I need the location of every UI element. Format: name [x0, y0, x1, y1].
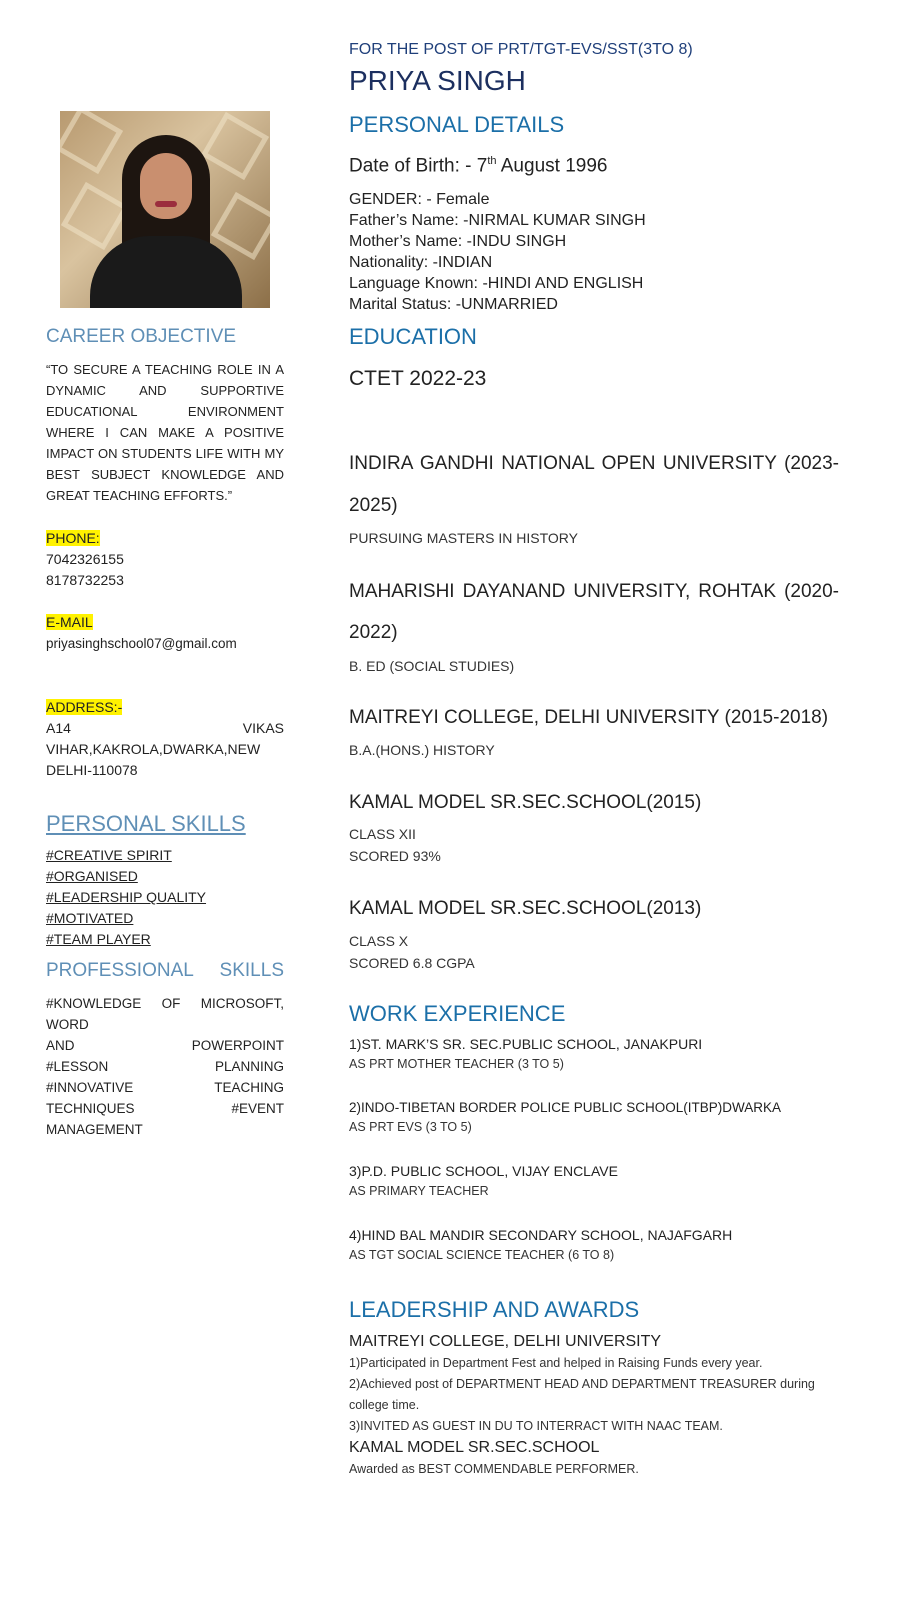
address-block: [46, 697, 284, 781]
candidate-name: PRIYA SINGH: [349, 65, 526, 96]
leadership-org: KAMAL MODEL SR.SEC.SCHOOL: [349, 1439, 600, 1456]
address-line: DELHI-110078: [46, 762, 138, 778]
career-objective-heading: CAREER OBJECTIVE: [46, 326, 237, 347]
detail-line: Father’s Name: -NIRMAL KUMAR SINGH: [349, 212, 646, 229]
work-entry: 2)INDO-TIBETAN BORDER POLICE PUBLIC SCHOOL(ITBP)DWARKA AS PRT EVS (3 TO 5): [349, 1100, 782, 1134]
address-line: A14 VIKAS: [46, 720, 284, 736]
education-entry-title: INDIRA GANDHI NATIONAL OPEN UNIVERSITY (2023-: [349, 453, 839, 474]
work-entry: 3)P.D. PUBLIC SCHOOL, VIJAY ENCLAVE AS PRIMARY TEACHER: [349, 1163, 618, 1198]
leadership-org: MAITREYI COLLEGE, DELHI UNIVERSITY: [349, 1333, 662, 1350]
education-entry-title-cont: 2025): [349, 495, 398, 516]
date-of-birth: Date of Birth: - 7th August 1996: [349, 155, 608, 177]
detail-line: Mother’s Name: -INDU SINGH: [349, 233, 567, 250]
address-label: ADDRESS:-: [46, 699, 123, 715]
personal-skills-heading: PERSONAL SKILLS: [46, 811, 246, 836]
detail-line: Marital Status: -UNMARRIED: [349, 296, 558, 313]
professional-skills-text: #KNOWLEDGE OF MICROSOFT, WORD AND POWERPOINT #LESSON PLANNING #INNOVATIVE TEACHING TECHNIQUES #EVENT MANAGEMENT: [46, 996, 284, 1137]
personal-skills-list: [46, 845, 206, 950]
work-entry: 1)ST. MARK’S SR. SEC.PUBLIC SCHOOL, JANAKPURI AS PRT MOTHER TEACHER (3 TO 5): [349, 1036, 703, 1071]
work-experience-heading: WORK EXPERIENCE: [349, 1001, 566, 1026]
profile-photo: [60, 111, 270, 308]
education-entry-details: CLASS XII SCORED 93%: [349, 826, 441, 864]
leadership-org-lines: 1)Participated in Department Fest and helped in Raising Funds every year. 2)Achieved post of DEPARTMENT HEAD AND DEPARTMENT TREASURER during college time. 3)INVITED AS GUEST IN DU TO INTERRACT WITH NAAC TEAM.: [349, 1356, 815, 1433]
education-entry-title: MAHARISHI DAYANAND UNIVERSITY, ROHTAK (2020-: [349, 581, 839, 602]
education-heading: EDUCATION: [349, 324, 477, 349]
professional-skills-heading: PROFESSIONAL SKILLS: [46, 960, 284, 981]
email-label: E-MAIL: [46, 614, 93, 630]
education-entry-details: CLASS X SCORED 6.8 CGPA: [349, 933, 475, 971]
phone-number: 7042326155: [46, 551, 124, 567]
skill-item: #ORGANISED: [46, 868, 138, 884]
email-block: [46, 612, 237, 654]
education-entry-title: KAMAL MODEL SR.SEC.SCHOOL(2013): [349, 898, 702, 919]
personal-details-list: [349, 189, 646, 315]
ctet-line: CTET 2022-23: [349, 367, 487, 390]
leadership-org-lines: Awarded as BEST COMMENDABLE PERFORMER.: [349, 1462, 639, 1476]
phone-number: 8178732253: [46, 572, 124, 588]
skill-item: #LEADERSHIP QUALITY: [46, 889, 207, 905]
skill-item: #CREATIVE SPIRIT: [46, 847, 172, 863]
leadership-heading: LEADERSHIP AND AWARDS: [349, 1297, 640, 1322]
phone-label: PHONE:: [46, 530, 100, 546]
personal-details-heading: PERSONAL DETAILS: [349, 112, 565, 137]
skill-item: #MOTIVATED: [46, 910, 134, 926]
detail-line: Nationality: -INDIAN: [349, 254, 493, 271]
detail-line: GENDER: - Female: [349, 191, 490, 208]
work-entry: 4)HIND BAL MANDIR SECONDARY SCHOOL, NAJAFGARH AS TGT SOCIAL SCIENCE TEACHER (6 TO 8): [349, 1227, 733, 1262]
education-entry-title-cont: 2022): [349, 622, 398, 643]
post-line: FOR THE POST OF PRT/TGT-EVS/SST(3TO 8): [349, 41, 693, 58]
education-entry-detail: PURSUING MASTERS IN HISTORY: [349, 530, 578, 546]
education-entry-detail: B. ED (SOCIAL STUDIES): [349, 658, 515, 674]
address-line: VIHAR,KAKROLA,DWARKA,NEW: [46, 741, 261, 757]
education-entry-detail: B.A.(HONS.) HISTORY: [349, 742, 495, 758]
phone-block: [46, 528, 124, 591]
career-objective-text: “TO SECURE A TEACHING ROLE IN A DYNAMIC AND SUPPORTIVE EDUCATIONAL ENVIRONMENT WHERE I CAN MAKE A POSITIVE IMPACT ON STUDENTS LIFE WITH MY BEST SUBJECT KNOWLEDGE AND GREAT TEACHING EFFORTS.”: [46, 362, 284, 503]
education-entry-title: MAITREYI COLLEGE, DELHI UNIVERSITY (2015-2018): [349, 707, 829, 728]
email-value: priyasinghschool07@gmail.com: [46, 636, 237, 651]
detail-line: Language Known: -HINDI AND ENGLISH: [349, 275, 644, 292]
education-entry-title: KAMAL MODEL SR.SEC.SCHOOL(2015): [349, 792, 702, 813]
skill-item: #TEAM PLAYER: [46, 931, 151, 947]
